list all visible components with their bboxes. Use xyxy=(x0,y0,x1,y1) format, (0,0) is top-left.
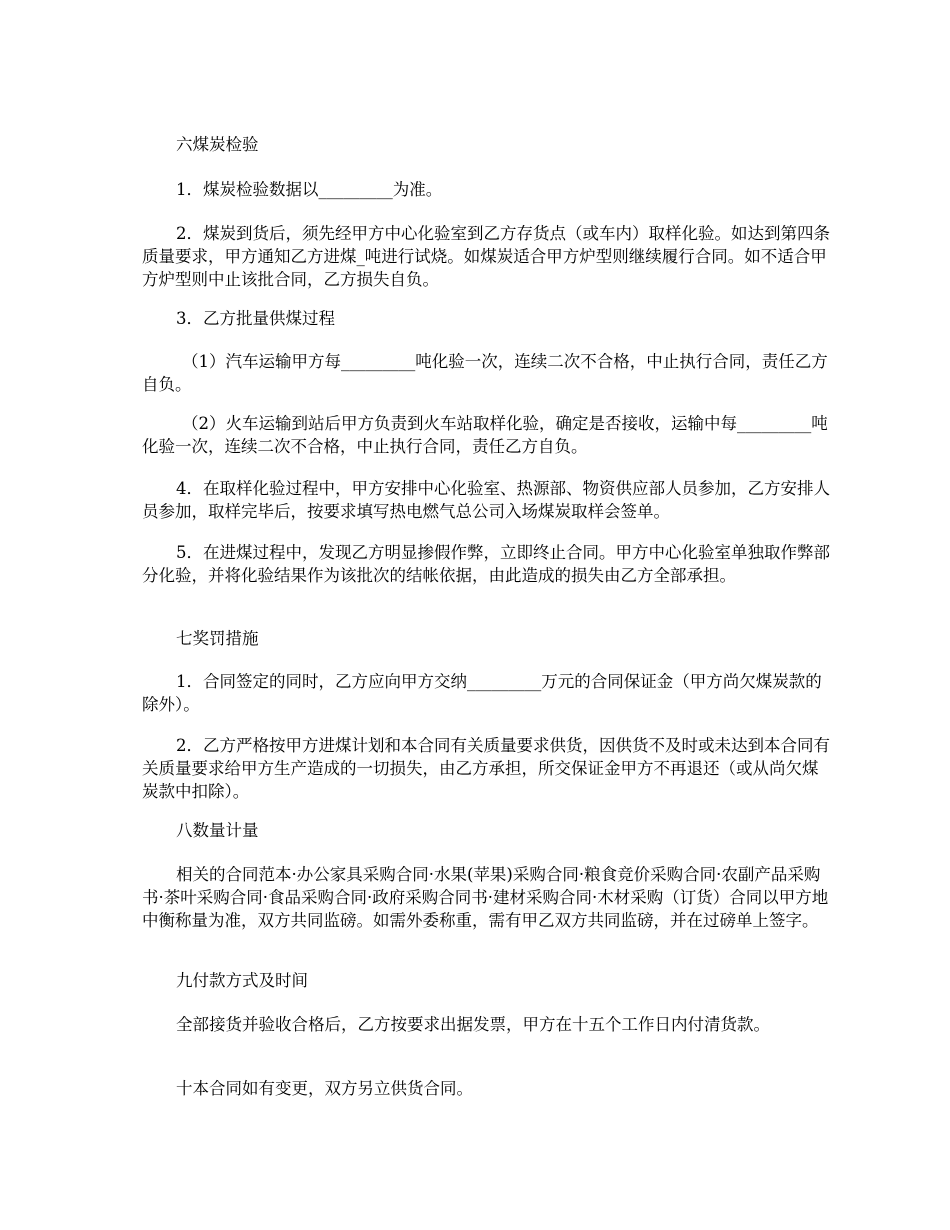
paragraph-security-deposit: 1．合同签定的同时，乙方应向甲方交纳_________万元的合同保证金（甲方尚欠煤炭款的除外）。 xyxy=(142,672,822,714)
paragraph-batch-supply-heading: 3．乙方批量供煤过程 xyxy=(176,309,335,328)
paragraph-truck-transport: （1）汽车运输甲方每_________吨化验一次，连续二次不合格，中止执行合同，责任乙方自负。 xyxy=(142,352,828,394)
paragraph-train-transport: （2）火车运输到站后甲方负责到火车站取样化验，确定是否接收，运输中每_________吨化验一次，连续二次不合格，中止执行合同，责任乙方自负。 xyxy=(142,414,828,456)
paragraph-weighing: 相关的合同范本·办公家具采购合同·水果(苹果)采购合同·粮食竞价采购合同·农副产品采购书·茶叶采购合同·食品采购合同·政府采购合同书·建材采购合同·木材采购（订货）合同以甲方地中衡称量为准，双方共同监磅。如需外委称重，需有甲乙双方共同监磅，并在过磅单上签字。 xyxy=(142,865,829,930)
paragraph-contract-changes: 十本合同如有变更，双方另立供货合同。 xyxy=(176,1079,473,1098)
section-heading-rewards-penalties: 七奖罚措施 xyxy=(176,629,259,648)
section-heading-coal-inspection: 六煤炭检验 xyxy=(176,135,259,154)
section-heading-payment: 九付款方式及时间 xyxy=(176,971,308,990)
paragraph-payment-terms: 全部接货并验收合格后，乙方按要求出据发票，甲方在十五个工作日内付清货款。 xyxy=(176,1015,770,1034)
paragraph-arrival-sampling: 2．煤炭到货后，须先经甲方中心化验室到乙方存货点（或车内）取样化验。如达到第四条质量要求，甲方通知乙方进煤_吨进行试烧。如煤炭适合甲方炉型则继续履行合同。如不适合甲方炉型则中止该批合同，乙方损失自负。 xyxy=(142,224,830,289)
paragraph-sampling-participants: 4．在取样化验过程中，甲方安排中心化验室、热源部、物资供应部人员参加，乙方安排人员参加，取样完毕后，按要求填写热电燃气总公司入场煤炭取样会签单。 xyxy=(142,479,830,521)
section-heading-quantity-measurement: 八数量计量 xyxy=(176,821,259,840)
paragraph-supply-losses: 2．乙方严格按甲方进煤计划和本合同有关质量要求供货，因供货不及时或未达到本合同有关质量要求给甲方生产造成的一切损失，由乙方承担，所交保证金甲方不再退还（或从尚欠煤炭款中扣除）。 xyxy=(142,736,830,801)
paragraph-fraud-termination: 5．在进煤过程中，发现乙方明显掺假作弊，立即终止合同。甲方中心化验室单独取作弊部分化验，并将化验结果作为该批次的结帐依据，由此造成的损失由乙方全部承担。 xyxy=(142,543,830,585)
paragraph-inspection-data: 1．煤炭检验数据以_________为准。 xyxy=(176,180,443,199)
